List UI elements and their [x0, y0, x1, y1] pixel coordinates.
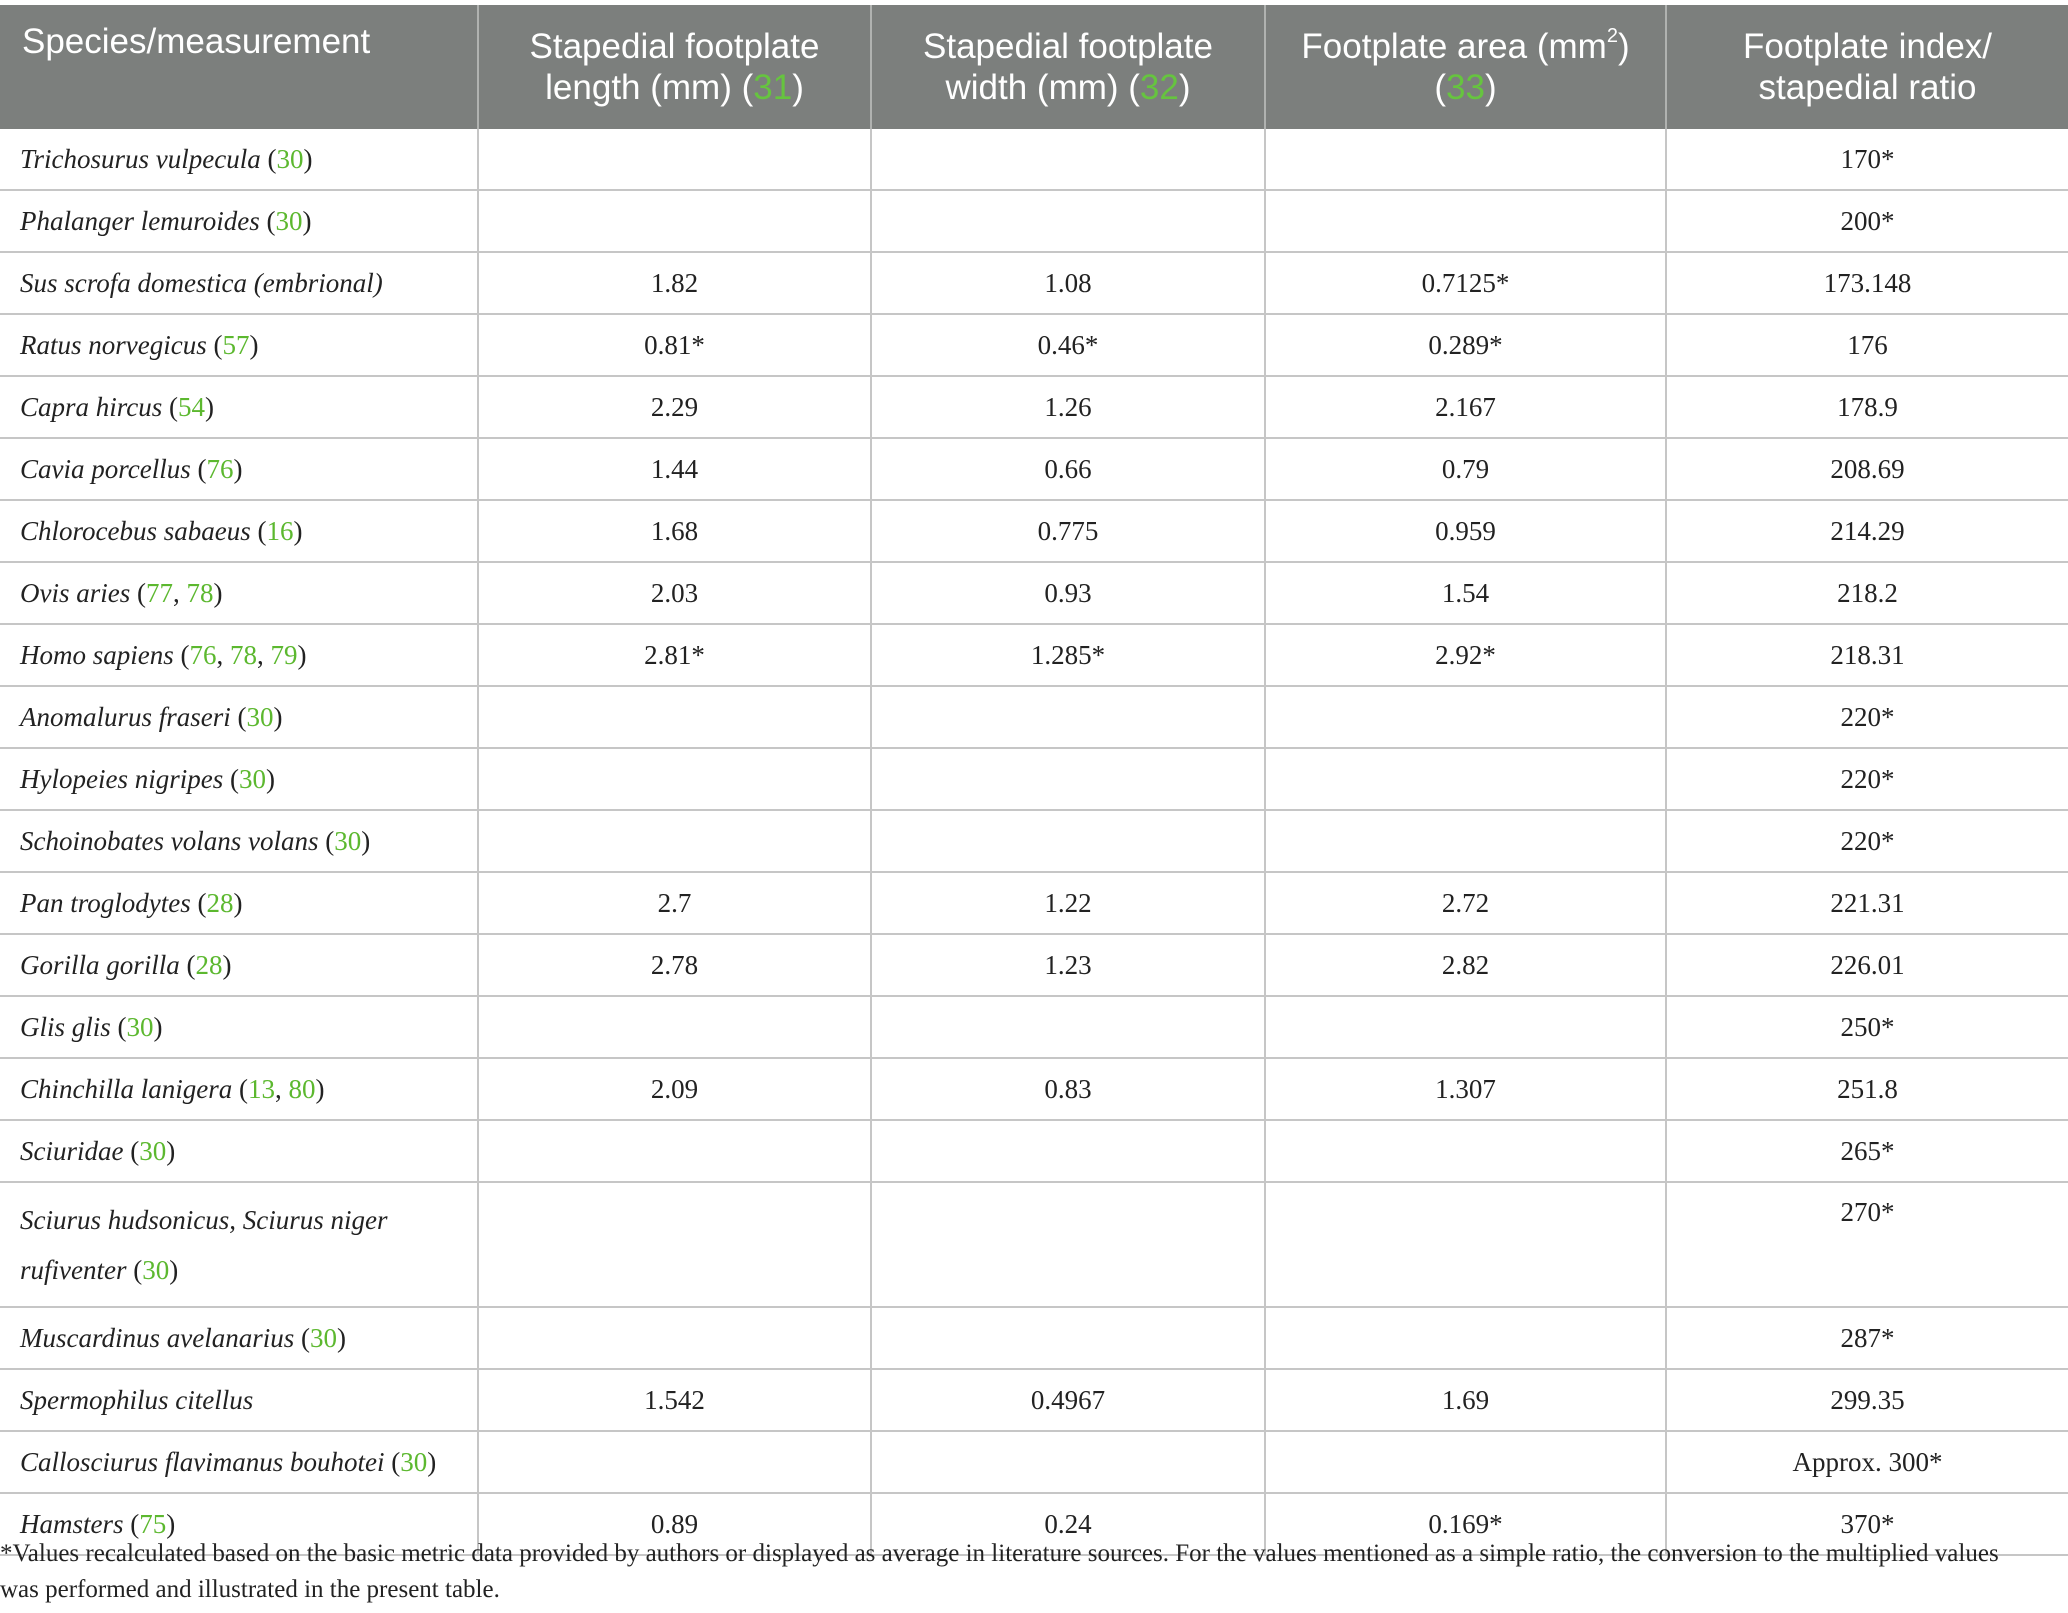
- table-row: [0, 1369, 2068, 1431]
- width-cell: 0.46*: [871, 314, 1265, 376]
- index-cell: 214.29: [1666, 500, 2068, 562]
- length-cell: 2.78: [478, 934, 871, 996]
- area-cell: 2.72: [1265, 872, 1666, 934]
- species-cell: Chlorocebus sabaeus (16): [0, 500, 478, 562]
- table-row: [0, 314, 2068, 376]
- area-cell: 0.169*: [1265, 1493, 1666, 1555]
- species-name: Hamsters: [20, 1508, 124, 1539]
- length-cell: 1.68: [478, 500, 871, 562]
- area-cell: [1265, 129, 1666, 190]
- species-cell: Anomalurus fraseri (30): [0, 686, 478, 748]
- species-cell: Callosciurus flavimanus bouhotei (30): [0, 1431, 478, 1493]
- length-cell: 1.44: [478, 438, 871, 500]
- species-name: Pan troglodytes: [20, 887, 191, 918]
- width-cell: 0.66: [871, 438, 1265, 500]
- index-cell: 299.35: [1666, 1369, 2068, 1431]
- ref-link[interactable]: 33: [1446, 68, 1485, 107]
- index-cell: 208.69: [1666, 438, 2068, 500]
- ref-link[interactable]: 75: [139, 1508, 167, 1539]
- area-cell: [1265, 1431, 1666, 1493]
- ref-link[interactable]: 30: [246, 701, 274, 732]
- width-cell: [871, 1182, 1265, 1307]
- width-cell: 0.775: [871, 500, 1265, 562]
- length-cell: 0.81*: [478, 314, 871, 376]
- length-cell: [478, 1182, 871, 1307]
- table-footnote: *Values recalculated based on the basic metric data provided by authors or displayed as average in literature sources. For the values mentioned as a simple ratio, the conversion to the multiplied values was performed and illustrated in the present table.: [0, 1540, 1999, 1603]
- species-cell: Ovis aries (77, 78): [0, 562, 478, 624]
- area-cell: [1265, 748, 1666, 810]
- area-cell: 0.7125*: [1265, 252, 1666, 314]
- header-footplate-area: Footplate area $(mm^2)$ (33): [1265, 5, 1666, 129]
- species-name: Chlorocebus sabaeus: [20, 515, 251, 546]
- table-row: [0, 129, 2068, 190]
- species-name: Trichosurus vulpecula: [20, 143, 261, 174]
- index-cell: 218.2: [1666, 562, 2068, 624]
- table-body: [0, 129, 2068, 1555]
- index-cell: 220*: [1666, 810, 2068, 872]
- table-row: [0, 686, 2068, 748]
- ref-link[interactable]: 80: [288, 1073, 316, 1104]
- table-row: [0, 376, 2068, 438]
- table-header-row: [0, 5, 2068, 129]
- species-name: Sus scrofa domestica (embrional): [20, 267, 383, 298]
- species-name: Phalanger lemuroides: [20, 205, 260, 236]
- length-cell: [478, 810, 871, 872]
- species-cell: Sciurus hudsonicus, Sciurus niger rufiventer (30): [0, 1182, 478, 1307]
- length-cell: [478, 1431, 871, 1493]
- index-cell: 221.31: [1666, 872, 2068, 934]
- ref-link[interactable]: 30: [276, 143, 304, 174]
- area-cell: 2.167: [1265, 376, 1666, 438]
- area-cell: [1265, 1120, 1666, 1182]
- species-name: Hylopeies nigripes: [20, 763, 224, 794]
- header-footplate-index: Footplate index/ stapedial ratio: [1666, 5, 2068, 129]
- ref-link[interactable]: 16: [266, 515, 294, 546]
- ref-link[interactable]: 30: [334, 825, 362, 856]
- table-row: [0, 438, 2068, 500]
- width-cell: 1.285*: [871, 624, 1265, 686]
- width-cell: 1.26: [871, 376, 1265, 438]
- width-cell: [871, 810, 1265, 872]
- ref-link[interactable]: 30: [142, 1254, 170, 1285]
- ref-link[interactable]: 31: [753, 68, 793, 107]
- species-name: Ratus norvegicus: [20, 329, 207, 360]
- area-cell: [1265, 1307, 1666, 1369]
- length-cell: 2.29: [478, 376, 871, 438]
- ref-link[interactable]: 32: [1139, 68, 1179, 107]
- width-cell: 1.22: [871, 872, 1265, 934]
- index-cell: 270*: [1666, 1182, 2068, 1307]
- species-cell: Homo sapiens (76, 78, 79): [0, 624, 478, 686]
- table-row: [0, 252, 2068, 314]
- species-name: Capra hircus: [20, 391, 163, 422]
- species-cell: Pan troglodytes (28): [0, 872, 478, 934]
- area-cell: [1265, 810, 1666, 872]
- table-row: [0, 810, 2068, 872]
- species-cell: Muscardinus avelanarius (30): [0, 1307, 478, 1369]
- species-name: Glis glis: [20, 1011, 111, 1042]
- index-cell: 218.31: [1666, 624, 2068, 686]
- area-cell: [1265, 190, 1666, 252]
- species-cell: Sciuridae (30): [0, 1120, 478, 1182]
- index-cell: 287*: [1666, 1307, 2068, 1369]
- area-cell: 1.54: [1265, 562, 1666, 624]
- species-name: Homo sapiens: [20, 639, 174, 670]
- species-cell: [0, 252, 478, 314]
- width-cell: [871, 129, 1265, 190]
- length-cell: 0.89: [478, 1493, 871, 1555]
- width-cell: [871, 996, 1265, 1058]
- index-cell: 170*: [1666, 129, 2068, 190]
- ref-link[interactable]: 30: [275, 205, 303, 236]
- header-species: Species/measurement: [0, 5, 478, 129]
- width-cell: [871, 748, 1265, 810]
- table-row: [0, 996, 2068, 1058]
- length-cell: 2.09: [478, 1058, 871, 1120]
- species-cell: Ratus norvegicus (57): [0, 314, 478, 376]
- index-cell: 370*: [1666, 1493, 2068, 1555]
- species-cell: Schoinobates volans volans (30): [0, 810, 478, 872]
- species-cell: Phalanger lemuroides (30): [0, 190, 478, 252]
- table-row: [0, 1307, 2068, 1369]
- area-cell: 2.92*: [1265, 624, 1666, 686]
- index-cell: 173.148: [1666, 252, 2068, 314]
- ref-link[interactable]: 28: [206, 887, 234, 918]
- width-cell: 1.08: [871, 252, 1265, 314]
- length-cell: [478, 1120, 871, 1182]
- width-cell: [871, 1120, 1265, 1182]
- ref-link[interactable]: 54: [178, 391, 206, 422]
- area-cell: 0.79: [1265, 438, 1666, 500]
- width-cell: 1.23: [871, 934, 1265, 996]
- species-cell: Chinchilla lanigera (13, 80): [0, 1058, 478, 1120]
- header-footplate-length: Stapedial footplate length (mm) (31): [478, 5, 871, 129]
- length-cell: [478, 1307, 871, 1369]
- ref-link[interactable]: 30: [139, 1135, 167, 1166]
- width-cell: [871, 686, 1265, 748]
- index-cell: 220*: [1666, 748, 2068, 810]
- table-row: [0, 1431, 2068, 1493]
- area-cell: [1265, 1182, 1666, 1307]
- species-cell: Gorilla gorilla (28): [0, 934, 478, 996]
- length-cell: [478, 748, 871, 810]
- index-cell: Approx. 300*: [1666, 1431, 2068, 1493]
- species-cell: Hylopeies nigripes (30): [0, 748, 478, 810]
- area-cell: 0.959: [1265, 500, 1666, 562]
- area-cell: [1265, 686, 1666, 748]
- species-cell: Trichosurus vulpecula (30): [20, 143, 313, 174]
- species-name: Chinchilla lanigera: [20, 1073, 233, 1104]
- index-cell: 176: [1666, 314, 2068, 376]
- species-name: Sciurus hudsonicus, Sciurus niger rufiventer: [20, 1204, 388, 1285]
- area-cell: [1265, 996, 1666, 1058]
- width-cell: 0.93: [871, 562, 1265, 624]
- species-cell: Cavia porcellus (76): [0, 438, 478, 500]
- species-name: Sciuridae: [20, 1135, 124, 1166]
- species-name: Ovis aries: [20, 577, 131, 608]
- index-cell: 226.01: [1666, 934, 2068, 996]
- species-cell: Hamsters (75): [0, 1493, 478, 1555]
- ref-link[interactable]: 76: [206, 453, 234, 484]
- length-cell: 2.7: [478, 872, 871, 934]
- table-row: [0, 624, 2068, 686]
- table-row: [0, 748, 2068, 810]
- index-cell: 265*: [1666, 1120, 2068, 1182]
- ref-link[interactable]: 30: [238, 763, 266, 794]
- length-cell: [478, 129, 871, 190]
- area-cell: 1.69: [1265, 1369, 1666, 1431]
- ref-link[interactable]: 30: [400, 1446, 428, 1477]
- species-cell: [0, 1369, 478, 1431]
- area-cell: 1.307: [1265, 1058, 1666, 1120]
- ref-link[interactable]: 78: [186, 577, 214, 608]
- length-cell: [478, 996, 871, 1058]
- table-row: [0, 562, 2068, 624]
- length-cell: [478, 190, 871, 252]
- ref-link[interactable]: 77: [146, 577, 173, 608]
- table-row: [0, 1058, 2068, 1120]
- ref-link[interactable]: 79: [270, 639, 298, 670]
- ref-link[interactable]: 28: [195, 949, 223, 980]
- ref-link[interactable]: 76: [189, 639, 217, 670]
- table-row: [0, 190, 2068, 252]
- width-cell: 0.4967: [871, 1369, 1265, 1431]
- table-row: [0, 1120, 2068, 1182]
- width-cell: 0.83: [871, 1058, 1265, 1120]
- index-cell: 250*: [1666, 996, 2068, 1058]
- length-cell: 1.82: [478, 252, 871, 314]
- species-name: Schoinobates volans volans: [20, 825, 319, 856]
- area-cell: 2.82: [1265, 934, 1666, 996]
- ref-link[interactable]: 78: [230, 639, 257, 670]
- header-footplate-width: Stapedial footplate width (mm) (32): [871, 5, 1265, 129]
- species-name: Anomalurus fraseri: [20, 701, 231, 732]
- species-name: Callosciurus flavimanus bouhotei: [20, 1446, 385, 1477]
- ref-link[interactable]: 57: [222, 329, 250, 360]
- length-cell: [478, 686, 871, 748]
- species-name: Cavia porcellus: [20, 453, 191, 484]
- width-cell: 0.24: [871, 1493, 1265, 1555]
- species-cell: Capra hircus (54): [0, 376, 478, 438]
- species-measurement-table: [0, 5, 2068, 1556]
- table-row: [0, 872, 2068, 934]
- index-cell: 178.9: [1666, 376, 2068, 438]
- table-row: [0, 500, 2068, 562]
- index-cell: 200*: [1666, 190, 2068, 252]
- length-cell: 2.81*: [478, 624, 871, 686]
- ref-link[interactable]: 13: [248, 1073, 275, 1104]
- species-name: Gorilla gorilla: [20, 949, 180, 980]
- species-cell: Glis glis (30): [0, 996, 478, 1058]
- index-cell: 220*: [1666, 686, 2068, 748]
- width-cell: [871, 190, 1265, 252]
- length-cell: 1.542: [478, 1369, 871, 1431]
- table-row: [0, 1182, 2068, 1307]
- width-cell: [871, 1431, 1265, 1493]
- width-cell: [871, 1307, 1265, 1369]
- area-cell: 0.289*: [1265, 314, 1666, 376]
- index-cell: 251.8: [1666, 1058, 2068, 1120]
- species-name: Muscardinus avelanarius: [20, 1322, 295, 1353]
- ref-link[interactable]: 30: [126, 1011, 154, 1042]
- species-name: Spermophilus citellus: [20, 1384, 254, 1415]
- ref-link[interactable]: 30: [309, 1322, 337, 1353]
- table-row: [0, 934, 2068, 996]
- length-cell: 2.03: [478, 562, 871, 624]
